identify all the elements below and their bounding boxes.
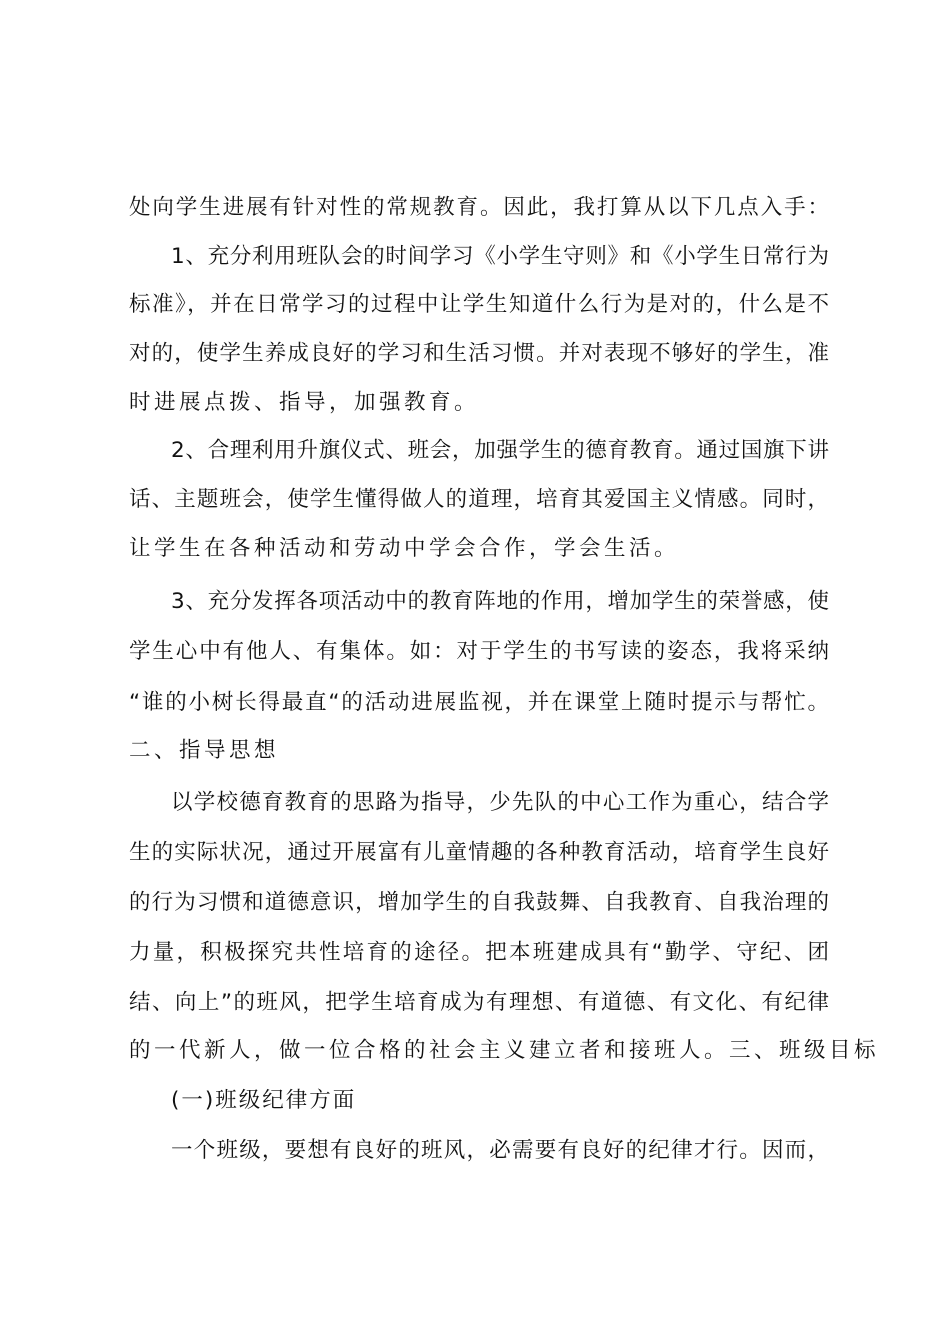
paragraph-line: 学生心中有他人、有集体。如：对于学生的书写读的姿态，我将采纳 <box>129 639 829 664</box>
paragraph-line: 对的，使学生养成良好的学习和生活习惯。并对表现不够好的学生，准 <box>129 341 829 366</box>
paragraph-line: “谁的小树长得最直“的活动进展监视，并在课堂上随时提示与帮忙。 <box>129 690 829 715</box>
paragraph-line: 力量，积极探究共性培育的途径。把本班建成具有“勤学、守纪、团 <box>129 940 829 965</box>
paragraph-line: 时进展点拨、指导，加强教育。 <box>129 390 480 415</box>
paragraph-line: 的行为习惯和道德意识，增加学生的自我鼓舞、自我教育、自我治理的 <box>129 890 829 915</box>
paragraph-line: 生的实际状况，通过开展富有儿童情趣的各种教育活动，培育学生良好 <box>129 840 829 865</box>
paragraph-line: 2、合理利用升旗仪式、班会，加强学生的德育教育。通过国旗下讲 <box>171 438 829 463</box>
paragraph-line: 让学生在各种活动和劳动中学会合作，学会生活。 <box>129 536 680 561</box>
paragraph-line: 处向学生进展有针对性的常规教育。因此，我打算从以下几点入手： <box>129 195 829 220</box>
paragraph-line: 一个班级，要想有良好的班风，必需要有良好的纪律才行。因而， <box>171 1138 829 1163</box>
paragraph-line: 以学校德育教育的思路为指导，少先队的中心工作为重心，结合学 <box>171 790 829 815</box>
paragraph-line: 1、充分利用班队会的时间学习《小学生守则》和《小学生日常行为 <box>171 244 829 269</box>
paragraph-line: 话、主题班会，使学生懂得做人的道理，培育其爱国主义情感。同时， <box>129 487 829 512</box>
section-heading: 二、指导思想 <box>129 738 280 763</box>
subsection-heading: (一)班级纪律方面 <box>171 1088 357 1113</box>
paragraph-line: 3、充分发挥各项活动中的教育阵地的作用，增加学生的荣誉感，使 <box>171 589 829 614</box>
paragraph-line: 结、向上”的班风，把学生培育成为有理想、有道德、有文化、有纪律 <box>129 990 829 1015</box>
paragraph-line: 标准》，并在日常学习的过程中让学生知道什么行为是对的，什么是不 <box>129 292 829 317</box>
paragraph-line: 的一代新人，做一位合格的社会主义建立者和接班人。三、班级目标 <box>129 1038 880 1063</box>
